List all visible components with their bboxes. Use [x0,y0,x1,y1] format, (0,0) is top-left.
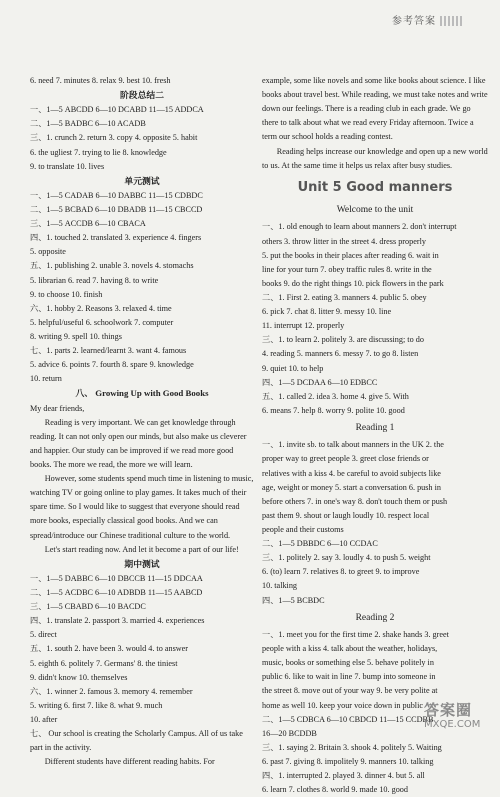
answer-line: 三、1. politely 2. say 3. loudly 4. to push 5. weight [262,553,431,563]
answer-line: 二、1. First 2. eating 3. manners 4. public 5. obey [262,293,427,302]
answer-line: others 3. throw litter in the street 4. dress properly [262,236,426,246]
answer-line: 6. means 7. help 8. worry 9. polite 10. good [262,405,405,415]
answer-line: 五、1. called 2. idea 3. home 4. give 5. With [262,391,409,401]
answer-line: 6. learn 7. clothes 8. world 9. made 10. good [262,785,408,795]
answer-line: line for your turn 7. obey traffic rules 8. write in the [262,264,432,274]
answer-line: 七、1. parts 2. learned/learnt 3. want 4. famous [30,346,187,356]
answer-line: books 9. do the right things 10. pick flowers in the park [262,278,444,288]
answer-line: 9. quiet 10. to help [262,363,324,373]
answer-line: 一、1. old enough to learn about manners 2. don't interrupt [262,222,457,232]
answer-line: 六、1. hobby 2. Reasons 3. relaxed 4. time [30,303,172,313]
watermark-top: 答案圈 [424,701,473,719]
answer-line: 9. didn't know 10. themselves [30,672,128,682]
answer-line: proper way to greet people 3. greet close friends or [262,454,429,464]
subsection-heading: Reading 2 [355,612,395,623]
answer-line: 5. librarian 6. read 7. having 8. to write [30,275,159,285]
essay-paragraph: Let's start reading now. And let it become a part of our life! [44,544,239,554]
answer-line: 四、1—5 BCBDC [262,595,325,605]
header-title: 参考答案 [392,16,436,27]
answer-line: before others 7. in one's way 8. don't touch them or push [262,496,448,506]
answer-line: 6. need 7. minutes 8. relax 9. best 10. fresh [30,76,171,85]
answer-line: 9. to translate 10. lives [30,161,105,171]
answer-line: 5. opposite [30,247,66,257]
answer-line: 一、1. invite sb. to talk about manners in the UK 2. the [262,440,444,450]
section-heading: 单元测试 [124,175,160,186]
answer-line: 二、1—5 CDBCA 6—10 CBDCD 11—15 CCDBB [262,714,434,724]
answer-line: past them 9. shout or laugh loudly 10. respect local [262,510,430,520]
answer-line: 16—20 BCDDB [262,728,317,738]
answer-line: 四、1. interrupted 2. played 3. dinner 4. but 5. all [262,771,425,781]
section-heading: 期中测试 [124,558,160,569]
section-heading: 八、 Growing Up with Good Books [75,388,209,399]
answer-line: 5. writing 6. first 7. like 8. what 9. much [30,700,163,710]
essay-paragraph: However, some students spend much time in listening to music, watching TV or going online to play games. It takes much of their spare time. So I would like to suggest that everyone should read more books, especially classical good books. And we can spread/introduce our Chinese traditional culture to the world. [30,474,254,540]
left-column [30,74,254,769]
answer-line: 5. helpful/useful 6. schoolwork 7. computer [30,317,174,327]
answer-line: 三、1—5 ACCDB 6—10 CBACA [30,219,146,229]
page-header [392,12,462,27]
answer-line: 一、1—5 ABCDD 6—10 DCABD 11—15 ADDCA [30,105,204,115]
answer-line: the street 8. move out of your way 9. be very polite at [262,686,438,696]
answer-line: 二、1—5 ACDBC 6—10 ADBDB 11—15 AABCD [30,588,203,597]
answer-line: 9. to choose 10. finish [30,289,103,299]
essay-paragraph: Reading helps increase our knowledge and open up a new world to us. At the same time it helps us relax after busy studies. [262,146,488,170]
answer-line: 5. direct [30,630,57,640]
answer-line: 10. talking [262,581,298,591]
subsection-heading: Welcome to the unit [336,205,414,216]
answer-line: 一、1. meet you for the first time 2. shake hands 3. greet [262,629,449,639]
text-block: 七、 Our school is creating the Scholarly Campus. All of us take part in the activity. [30,729,243,753]
answer-line: 三、1. crunch 2. return 3. copy 4. opposite 5. habit [30,133,198,143]
answer-line: 四、1—5 DCDAA 6—10 EDBCC [262,377,378,387]
essay-paragraph: Reading is very important. We can get knowledge through reading. It can not only open our minds, but also make us cleverer and happier. Our study can be improved if we read more good books. The more we read, the more we will learn. [30,417,247,469]
answer-line: people and their customs [262,524,344,534]
answer-line: 6. past 7. giving 8. impolitely 9. manners 10. talking [262,756,434,766]
essay-paragraph: Different students have different reading habits. For [44,757,215,767]
answer-line: 五、1. south 2. have been 3. would 4. to answer [30,644,189,654]
answer-line: relatives with a kiss 4. be careful to avoid subjects like [262,468,441,478]
answer-line: 8. writing 9. spell 10. things [30,332,122,341]
answer-line: 五、1. publishing 2. unable 3. novels 4. stomachs [30,261,194,271]
answer-line: 四、1. touched 2. translated 3. experience 4. fingers [30,233,202,243]
watermark-logo [424,701,494,735]
answer-line: 6. the ugliest 7. trying to lie 8. knowledge [30,147,167,157]
answer-line: 三、1. to learn 2. politely 3. are discussing; to do [262,335,424,345]
section-heading: 阶段总结二 [120,90,164,101]
answer-line: My dear friends, [30,403,85,413]
answer-line: 一、1—5 DABBC 6—10 DBCCB 11—15 DDCAA [30,573,203,583]
header-decoration-icon [440,16,462,26]
answer-line: 六、1. winner 2. famous 3. memory 4. remember [30,686,193,696]
answer-line: 4. reading 5. manners 6. messy 7. to go 8. listen [262,349,419,359]
answer-line: 11. interrupt 12. properly [262,321,345,331]
answer-line: 四、1. translate 2. passport 3. married 4. experiences [30,616,205,626]
answer-line: age, weight or money 5. start a conversation 6. push in [262,482,441,492]
answer-line: 三、1. saying 2. Britain 3. shook 4. politely 5. Waiting [262,742,442,752]
answer-line: 5. advice 6. points 7. fourth 8. spare 9. knowledge [30,360,194,370]
answer-line: public 6. like to wait in line 7. bump into someone in [262,672,436,682]
answer-line: 5. eighth 6. politely 7. Germans' 8. the tiniest [30,658,178,668]
answer-line: 6. (to) learn 7. relatives 8. to greet 9. to improve [262,567,420,577]
answer-line: home as well 10. keep your voice down in public [262,700,423,710]
answer-line: 三、1—5 CBABD 6—10 BACDC [30,602,146,612]
subsection-heading: Reading 1 [355,422,395,433]
answer-line: 5. put the books in their places after reading 6. wait in [262,250,439,260]
answer-line: 二、1—5 BADBC 6—10 ACADB [30,119,146,129]
answer-line: 一、1—5 CADAB 6—10 DABBC 11—15 CDBDC [30,190,203,200]
right-column [262,74,488,797]
answer-line: music, books or something else 5. behave politely in [262,658,434,668]
answer-line: people with a kiss 4. talk about the weather, holidays, [262,644,438,654]
answer-line: 二、1—5 DBBDC 6—10 CCDAC [262,539,378,549]
answer-line: 二、1—5 BCBAD 6—10 DBADB 11—15 CBCCD [30,205,203,215]
answer-line: 6. pick 7. chat 8. litter 9. messy 10. line [262,307,392,317]
answer-line: 10. return [30,374,62,384]
watermark-bottom: MXQE.COM [424,719,481,730]
unit-title: Unit 5 Good manners [297,179,453,195]
text-block: example, some like novels and some like books about science. I like books about travel best. While reading, we must take notes and write down our feelings. There is a reading club in each grade. We go there to talk about what we read every Friday afternoon. Twice a term our school holds a reading contest. [262,76,488,142]
answer-line: 10. after [30,714,58,724]
